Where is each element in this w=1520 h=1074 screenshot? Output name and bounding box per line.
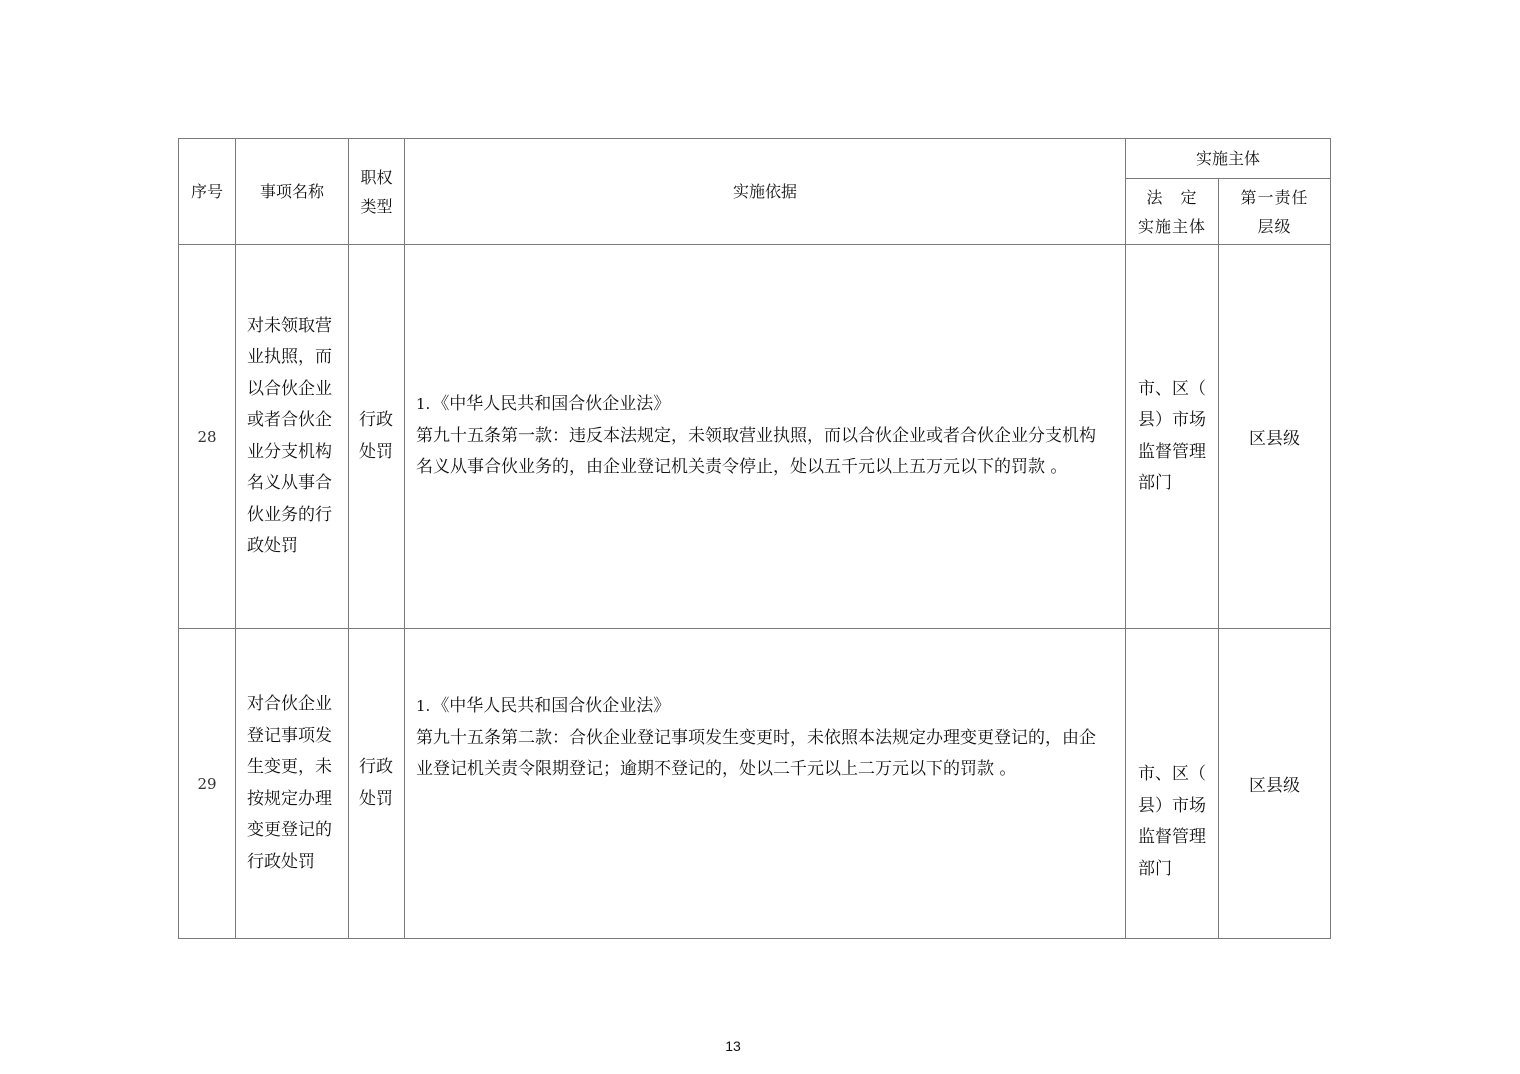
authority-type-line: 行政 <box>359 757 393 777</box>
row-legal-subject <box>1126 629 1219 939</box>
header-level-line2: 层级 <box>1257 216 1292 236</box>
header-level-line1: 第一责任 <box>1240 187 1309 207</box>
table-header <box>179 139 1331 245</box>
header-legal-subject-line2: 实施主体 <box>1137 216 1206 236</box>
item-name-line: 行政处罚 <box>247 851 315 872</box>
table-row <box>179 629 1331 939</box>
legal-subject-line: 市、区（ <box>1138 378 1206 399</box>
item-name-line: 名义从事合 <box>247 473 332 493</box>
header-subject: 实施主体 <box>1126 139 1331 179</box>
row-legal-basis <box>405 629 1126 939</box>
legal-subject-line: 部门 <box>1138 473 1172 493</box>
legal-subject-line: 县）市场 <box>1138 795 1206 816</box>
item-name-line: 伙业务的行 <box>247 504 332 525</box>
row-seq: 28 <box>179 245 236 629</box>
legal-subject-line: 监督管理 <box>1138 441 1206 462</box>
table-row <box>179 245 1331 629</box>
law-clause-line: 名义从事合伙业务的，由企业登记机关责令停止，处以五千元以上五万元以下的罚款 。 <box>416 457 1068 478</box>
item-name-line: 业执照，而 <box>247 347 332 367</box>
item-name-line: 业分支机构 <box>247 441 332 462</box>
header-legal-subject <box>1126 179 1219 245</box>
row-legal-subject <box>1126 245 1219 629</box>
item-name-line: 登记事项发 <box>247 725 332 746</box>
law-title: 《中华人民共和国合伙企业法》 <box>432 394 671 415</box>
header-seq: 序号 <box>179 139 236 245</box>
row-item-name <box>236 629 349 939</box>
authority-type-line: 行政 <box>359 410 393 430</box>
row-responsibility-level: 区县级 <box>1219 629 1331 939</box>
law-clause-line: 第九十五条第一款：违反本法规定，未领取营业执照，而以合伙企业或者合伙企业分支机构 <box>416 425 1096 446</box>
page-number: 13 <box>725 1038 741 1054</box>
law-clause-line: 业登记机关责令限期登记；逾期不登记的，处以二千元以上二万元以下的罚款 。 <box>416 759 1017 779</box>
row-authority-type <box>349 629 405 939</box>
header-type-line1: 职权 <box>360 167 393 187</box>
table-body <box>179 245 1331 939</box>
item-name-line: 以合伙企业 <box>247 378 332 399</box>
legal-subject-line: 市、区（ <box>1138 764 1206 784</box>
legal-subject-line: 县）市场 <box>1138 410 1206 430</box>
law-clause-line: 第九十五条第二款：合伙企业登记事项发生变更时，未依照本法规定办理变更登记的，由企 <box>416 727 1096 748</box>
authority-table <box>178 138 1331 939</box>
authority-type-line: 处罚 <box>359 441 393 462</box>
row-responsibility-level: 区县级 <box>1219 245 1331 629</box>
item-name-line: 对未领取营 <box>247 315 332 336</box>
row-seq: 29 <box>179 629 236 939</box>
law-title: 《中华人民共和国合伙企业法》 <box>432 696 671 716</box>
law-number: 1. <box>416 697 431 715</box>
header-type <box>349 139 405 245</box>
law-reference <box>416 389 1115 421</box>
item-name-line: 按规定办理 <box>247 788 332 809</box>
item-name-line: 变更登记的 <box>247 820 332 840</box>
header-basis: 实施依据 <box>405 139 1126 245</box>
legal-subject-line: 监督管理 <box>1138 827 1206 847</box>
law-reference <box>416 691 1115 723</box>
authority-type-line: 处罚 <box>359 788 393 809</box>
legal-subject-line: 部门 <box>1138 858 1172 879</box>
header-level <box>1219 179 1331 245</box>
row-item-name <box>236 245 349 629</box>
header-type-line2: 类型 <box>360 196 393 216</box>
row-authority-type <box>349 245 405 629</box>
item-name-line: 生变更，未 <box>247 757 332 777</box>
item-name-line: 对合伙企业 <box>247 694 332 714</box>
item-name-line: 或者合伙企 <box>247 410 332 430</box>
header-name: 事项名称 <box>236 139 349 245</box>
header-legal-subject-line1: 法 定 <box>1146 187 1198 207</box>
law-number: 1. <box>416 395 431 414</box>
item-name-line: 政处罚 <box>247 536 298 556</box>
row-legal-basis <box>405 245 1126 629</box>
